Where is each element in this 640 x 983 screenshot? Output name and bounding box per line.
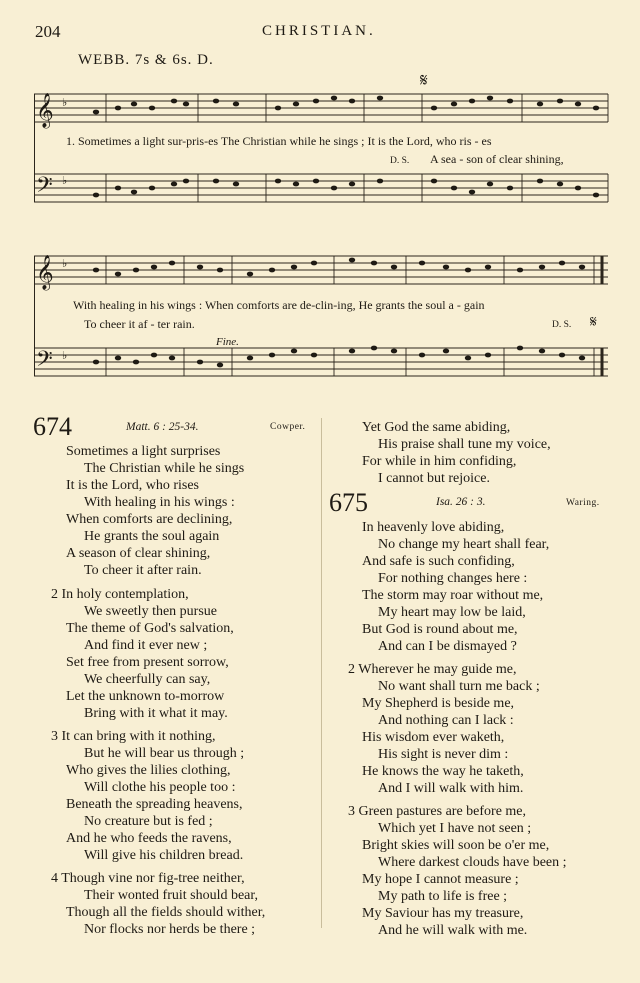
hymn-674-line: He grants the soul again: [84, 529, 220, 544]
hymn-675-line: In heavenly love abiding,: [362, 520, 505, 535]
hymn-675-line: His sight is never dim :: [378, 747, 509, 762]
hymn-674-line: 2 In holy contemplation,: [51, 587, 189, 602]
hymn-674-line: With healing in his wings :: [84, 495, 235, 510]
svg-text:♭: ♭: [62, 97, 68, 109]
hymn-675-line: My Shepherd is beside me,: [362, 696, 515, 711]
hymn-674-line: Bring with it what it may.: [84, 706, 228, 721]
hymn-674-line: The theme of God's salvation,: [66, 621, 234, 636]
hymn-675-line: No want shall turn me back ;: [378, 679, 540, 694]
hymn-674-line: Nor flocks nor herds be there ;: [84, 922, 256, 937]
svg-text:𝄞: 𝄞: [36, 94, 54, 127]
hymn-675-line: He knows the way he taketh,: [362, 764, 524, 779]
hymn-675-line: No change my heart shall fear,: [378, 537, 550, 552]
column-divider: [321, 418, 322, 928]
svg-text:♭: ♭: [62, 175, 68, 187]
tune-title: WEBB. 7s & 6s. D.: [78, 52, 214, 68]
hymn-674-line: A season of clear shining,: [66, 546, 211, 561]
hymn-674-cont-line: For while in him confiding,: [362, 454, 517, 469]
hymn-674-line: 4 Though vine nor fig-tree neither,: [51, 871, 245, 886]
segno-mark: 𝄋: [420, 70, 428, 90]
hymn-674-line: But he will bear us through ;: [84, 746, 245, 761]
hymn-675-line: And he will walk with me.: [378, 923, 528, 938]
hymn-675-line: And nothing can I lack :: [378, 713, 514, 728]
hymn-674-line: No creature but is fed ;: [84, 814, 213, 829]
hymn-675-line: My hope I cannot measure ;: [362, 872, 519, 887]
hymn-674-line: Will give his children bread.: [84, 848, 244, 863]
hymn-674-line: We sweetly then pursue: [84, 604, 217, 619]
hymn-675-line: And I will walk with him.: [378, 781, 524, 796]
hymn-674-line: It is the Lord, who rises: [66, 478, 199, 493]
hymn-674-line: Who gives the lilies clothing,: [66, 763, 231, 778]
hymn-674-line: 3 It can bring with it nothing,: [51, 729, 216, 744]
music-lyric-line-1: 1. Sometimes a light sur-pris-es The Christian while he sings ; It is the Lord, who ris - es: [66, 134, 492, 148]
hymn-675-line: Bright skies will soon be o'er me,: [362, 838, 550, 853]
segno-mark-2: 𝄋: [590, 314, 597, 331]
hymn-674-line: And find it ever new ;: [84, 638, 208, 653]
ds-label-1: D. S.: [390, 156, 410, 166]
running-head: CHRISTIAN.: [262, 23, 376, 39]
hymn-675-line: But God is round about me,: [362, 622, 518, 637]
hymn-674-line: Set free from present sorrow,: [66, 655, 229, 670]
hymn-674-cont-line: His praise shall tune my voice,: [378, 437, 551, 452]
hymn-674-cont-line: I cannot but rejoice.: [378, 471, 490, 486]
hymn-675-reference: Isa. 26 : 3.: [436, 496, 486, 508]
hymn-674-line: Their wonted fruit should bear,: [84, 888, 259, 903]
hymn-674-line: We cheerfully can say,: [84, 672, 211, 687]
svg-text:𝄢: 𝄢: [36, 173, 53, 202]
hymn-675-line: The storm may roar without me,: [362, 588, 544, 603]
hymn-674-line: Sometimes a light surprises: [66, 444, 221, 459]
hymn-674-author: Cowper.: [270, 422, 306, 432]
hymn-675-line: 3 Green pastures are before me,: [348, 804, 527, 819]
hymn-675-line: My Saviour has my treasure,: [362, 906, 524, 921]
hymn-675-author: Waring.: [566, 498, 600, 508]
hymn-675-line: 2 Wherever he may guide me,: [348, 662, 517, 677]
hymn-674-line: Will clothe his people too :: [84, 780, 236, 795]
hymn-675-line: Where darkest clouds have been ;: [378, 855, 567, 870]
svg-text:𝄞: 𝄞: [36, 256, 54, 289]
hymn-675-line: And can I be dismayed ?: [378, 639, 517, 654]
ds-label-2: D. S.: [552, 320, 572, 330]
hymn-675-line: His wisdom ever waketh,: [362, 730, 505, 745]
hymn-674-line: To cheer it after rain.: [84, 563, 202, 578]
fine-mark: Fine.: [216, 336, 239, 348]
page-number: 204: [35, 22, 61, 41]
hymn-674-line: When comforts are declining,: [66, 512, 233, 527]
music-lyric-line-2: With healing in his wings : When comforts are de-clin-ing, He grants the soul a - gain: [73, 298, 485, 312]
hymn-674-number: 674: [33, 412, 72, 441]
hymn-675-line: For nothing changes here :: [378, 571, 528, 586]
hymn-675-line: My path to life is free ;: [378, 889, 508, 904]
hymn-674-line: Let the unknown to-morrow: [66, 689, 225, 704]
hymn-675-line: And safe is such confiding,: [362, 554, 515, 569]
svg-text:♭: ♭: [62, 350, 68, 362]
music-lyric-ds-line: A sea - son of clear shining,: [430, 152, 564, 166]
hymn-674-line: The Christian while he sings: [84, 461, 245, 476]
hymn-674-cont-line: Yet God the same abiding,: [362, 420, 511, 435]
svg-text:♭: ♭: [62, 258, 68, 270]
svg-text:𝄢: 𝄢: [36, 347, 53, 376]
music-system-1: [34, 86, 610, 216]
hymn-674-line: Though all the fields should wither,: [66, 905, 266, 920]
hymn-674-line: And he who feeds the ravens,: [66, 831, 232, 846]
hymn-674-line: Beneath the spreading heavens,: [66, 797, 243, 812]
hymn-674-reference: Matt. 6 : 25-34.: [126, 421, 199, 433]
hymn-675-number: 675: [329, 488, 368, 517]
hymn-675-line: Which yet I have not seen ;: [378, 821, 532, 836]
bass-staff-2: [90, 348, 608, 376]
music-lyric-line-3: To cheer it af - ter rain.: [84, 317, 195, 331]
hymn-675-line: My heart may low be laid,: [378, 605, 526, 620]
